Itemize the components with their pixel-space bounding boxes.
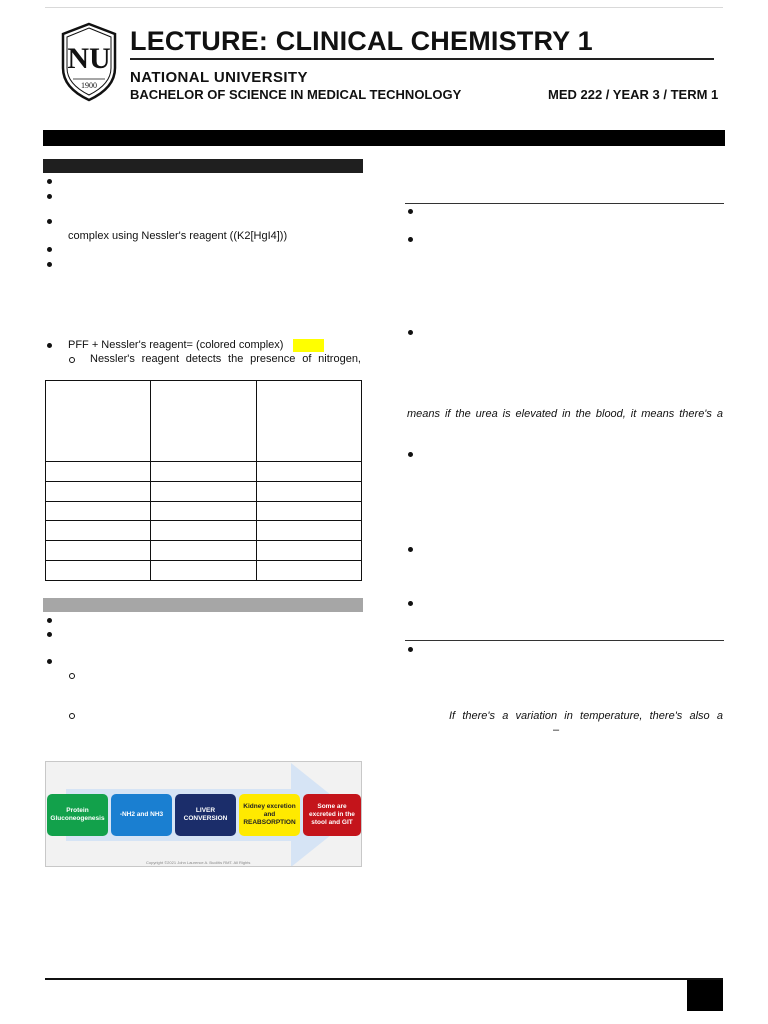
table-row bbox=[46, 521, 362, 541]
reference-table bbox=[45, 380, 362, 581]
flow-step-protein-gluconeogenesis: Protein Gluconeogenesis bbox=[47, 794, 108, 836]
lecture-title: LECTURE: CLINICAL CHEMISTRY 1 bbox=[130, 26, 593, 56]
bullet-point bbox=[47, 659, 52, 664]
nessler-detects-text: Nessler's reagent detects the presence of nitrogen, bbox=[90, 353, 361, 365]
flow-step-nh2-nh3: -NH2 and NH3 bbox=[111, 794, 172, 836]
nessler-complex-text: complex using Nessler's reagent ((K2[HgI4])) bbox=[68, 230, 288, 242]
section-header-bar bbox=[43, 130, 725, 146]
bullet-point bbox=[47, 194, 52, 199]
svg-text:1900: 1900 bbox=[81, 81, 97, 90]
bullet-point bbox=[408, 547, 413, 552]
flow-step-kidney-excretion: Kidney excretion and REABSORPTION bbox=[239, 794, 300, 836]
bullet-point bbox=[47, 618, 52, 623]
table-row bbox=[46, 462, 362, 482]
table-cell bbox=[151, 381, 256, 462]
dash-mark: – bbox=[553, 724, 560, 736]
footer-divider bbox=[45, 978, 723, 980]
table-row bbox=[46, 481, 362, 501]
protein-metabolism-flow-diagram bbox=[45, 761, 362, 867]
bullet-point bbox=[47, 262, 52, 267]
section-heading-bar-gray bbox=[43, 598, 363, 612]
table-cell bbox=[46, 381, 151, 462]
bullet-point bbox=[47, 632, 52, 637]
bullet-point bbox=[408, 601, 413, 606]
bullet-point bbox=[47, 179, 52, 184]
flow-step-liver-conversion: LIVER CONVERSION bbox=[175, 794, 236, 836]
bullet-point bbox=[408, 209, 413, 214]
bullet-point bbox=[47, 219, 52, 224]
bullet-point bbox=[408, 237, 413, 242]
program-name: BACHELOR OF SCIENCE IN MEDICAL TECHNOLOGY bbox=[130, 87, 462, 102]
svg-text:NU: NU bbox=[67, 42, 111, 75]
table-cell bbox=[256, 381, 361, 462]
urea-elevated-text: means if the urea is elevated in the blood, it means there's a bbox=[407, 408, 723, 420]
bullet-point bbox=[408, 647, 413, 652]
pff-nessler-text: PFF + Nessler's reagent= (colored complex) bbox=[68, 339, 284, 351]
sub-bullet bbox=[69, 357, 75, 363]
page-number-box bbox=[687, 980, 723, 1011]
bullet-point bbox=[408, 330, 413, 335]
table-row bbox=[46, 541, 362, 561]
sub-bullet bbox=[69, 673, 75, 679]
table-row bbox=[46, 561, 362, 581]
right-column-divider bbox=[405, 640, 724, 641]
title-underline bbox=[130, 58, 714, 60]
table-row bbox=[46, 501, 362, 521]
temperature-variation-text: If there's a variation in temperature, there's also a bbox=[449, 710, 723, 722]
section-heading-bar bbox=[43, 159, 363, 173]
bullet-point bbox=[47, 343, 52, 348]
university-name: NATIONAL UNIVERSITY bbox=[130, 69, 308, 86]
sub-bullet bbox=[69, 713, 75, 719]
right-column-divider bbox=[405, 203, 724, 204]
bullet-point bbox=[47, 247, 52, 252]
flow-step-stool-excretion: Some are excreted in the stool and GIT bbox=[303, 794, 361, 836]
diagram-copyright: Copyright ©2021 John Laurence A. Buclitis RMT. All Rights bbox=[146, 860, 251, 865]
university-seal-logo bbox=[57, 22, 121, 102]
top-divider bbox=[45, 7, 723, 8]
highlighted-text-mark bbox=[293, 339, 324, 352]
course-info: MED 222 / YEAR 3 / TERM 1 bbox=[548, 87, 719, 102]
bullet-point bbox=[408, 452, 413, 457]
